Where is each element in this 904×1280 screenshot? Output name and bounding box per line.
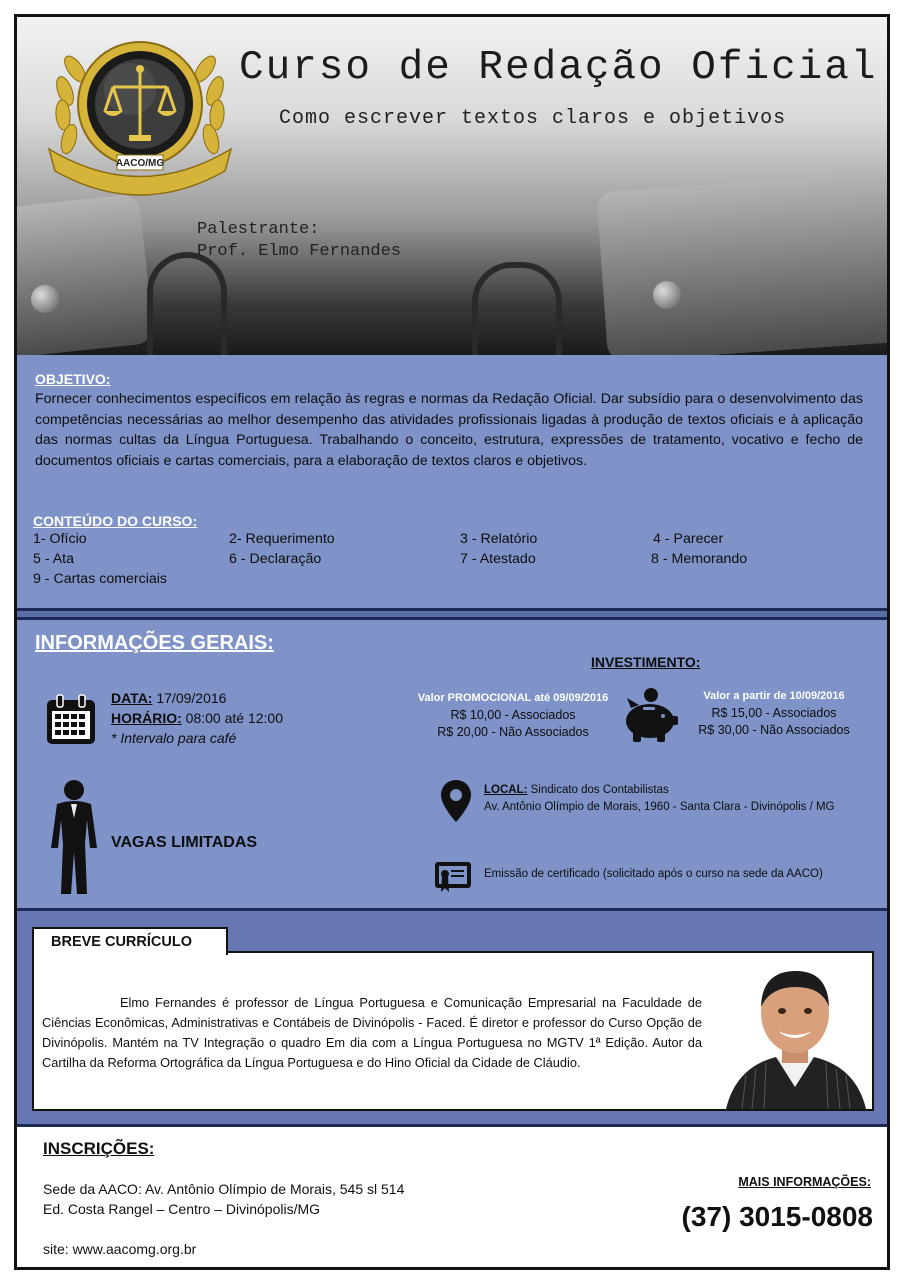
time-value: 08:00 até 12:00 — [181, 710, 283, 726]
logo-text: AACO/MG — [115, 158, 165, 169]
registration-address-1: Sede da AACO: Av. Antônio Olímpio de Morais, 545 sl 514 — [43, 1181, 405, 1197]
flyer — [14, 14, 890, 1270]
typewriter-arm-left — [147, 252, 227, 355]
date-line — [111, 690, 226, 706]
typewriter-bar-right — [596, 172, 887, 355]
objective-text: Fornecer conhecimentos específicos em relação às regras e normas da Redação Oficial. Dar subsídio para o desenvolvimento das competências necessárias ao melhor desempenho das atividades profissionais ligadas à produção de textos oficiais e à aplicação das normas cultas da Língua Portuguesa. Trabalhando o conceito, estrutura, expressões de tratamento, vocativo e fecho de documentos oficiais e cartas comerciais, para a elaboração de textos claros e objetivos. — [35, 391, 863, 469]
course-item: 7 - Atestado — [460, 551, 536, 567]
page-title: Curso de Redação Oficial — [239, 45, 878, 91]
objective-section — [17, 355, 887, 611]
late-price-non-members: R$ 30,00 - Não Associados — [698, 723, 850, 737]
vacancies-label: VAGAS LIMITADAS — [111, 834, 258, 851]
header-banner — [17, 17, 887, 355]
investment-heading: INVESTIMENTO: — [591, 654, 701, 670]
late-price-members: R$ 15,00 - Associados — [711, 706, 837, 720]
curriculum-heading: BREVE CURRÍCULO — [51, 934, 192, 950]
curriculum-text: Elmo Fernandes é professor de Língua Portuguesa e Comunicação Empresarial na Faculdade de Ciências Econômicas, Administrativas e Contábeis de Divinópolis - Faced. É diretor e professor do Curso Opção de Divinópolis. Mantém na TV Integração o quadro Em dia com a Língua Portuguesa no MGTV 1ª Edição. Autor da Cartilha da Reforma Ortográfica da Língua Portuguesa e do Hino Oficial da Cidade de Cláudio. — [42, 995, 702, 1070]
course-item: 9 - Cartas comerciais — [33, 571, 168, 587]
late-price-title: Valor a partir de 10/09/2016 — [703, 690, 845, 702]
promo-price-title: Valor PROMOCIONAL até 09/09/2016 — [417, 692, 609, 704]
speaker-name: Prof. Elmo Fernandes — [197, 242, 402, 261]
typewriter-arm-right — [472, 262, 562, 355]
location-line — [484, 784, 669, 796]
typewriter-bar-left — [17, 194, 154, 355]
course-item: 2- Requerimento — [229, 531, 335, 547]
certificate-text: Emissão de certificado (solicitado após o curso na sede da AACO) — [484, 868, 823, 880]
course-item: 4 - Parecer — [653, 531, 724, 547]
course-item: 6 - Declaração — [229, 551, 322, 567]
break-note: * Intervalo para café — [111, 730, 237, 746]
typewriter-stud — [653, 281, 681, 309]
course-item: 1- Ofício — [33, 531, 87, 547]
promo-price-non-members: R$ 20,00 - Não Associados — [437, 725, 589, 739]
contact-phone[interactable]: (37) 3015-0808 — [681, 1201, 873, 1232]
piggy-bank-icon — [621, 686, 679, 744]
website-link[interactable]: site: www.aacomg.org.br — [43, 1241, 197, 1257]
time-line — [111, 710, 283, 726]
time-label: HORÁRIO: — [111, 710, 182, 726]
aaco-logo — [35, 29, 245, 197]
general-info-section — [17, 617, 887, 911]
curriculum-section — [17, 911, 887, 1127]
more-info-heading: MAIS INFORMAÇÕES: — [738, 1175, 871, 1189]
businessman-icon — [45, 778, 103, 898]
course-item: 8 - Memorando — [651, 551, 748, 567]
location-address: Av. Antônio Olímpio de Morais, 1960 - Santa Clara - Divinópolis / MG — [484, 801, 835, 813]
course-item: 5 - Ata — [33, 551, 75, 567]
objective-heading: OBJETIVO: — [35, 371, 111, 387]
registration-footer — [17, 1127, 887, 1270]
date-label: DATA: — [111, 690, 153, 706]
calendar-icon — [45, 694, 97, 746]
typewriter-stud — [31, 285, 59, 313]
registration-heading: INSCRIÇÕES: — [43, 1139, 155, 1158]
location-value: Sindicato dos Contabilistas — [527, 784, 669, 796]
speaker-label: Palestrante: — [197, 220, 320, 239]
course-item: 3 - Relatório — [460, 531, 538, 547]
general-info-heading: INFORMAÇÕES GERAIS: — [35, 632, 274, 654]
date-value: 17/09/2016 — [152, 690, 227, 706]
content-heading: CONTEÚDO DO CURSO: — [33, 513, 198, 529]
page-subtitle: Como escrever textos claros e objetivos — [279, 107, 787, 130]
location-pin-icon — [439, 778, 473, 824]
curriculum-box — [32, 951, 874, 1111]
location-label: LOCAL: — [484, 784, 528, 796]
speaker-portrait — [716, 957, 874, 1109]
certificate-icon — [433, 860, 473, 894]
promo-price-members: R$ 10,00 - Associados — [450, 708, 576, 722]
registration-address-2: Ed. Costa Rangel – Centro – Divinópolis/MG — [43, 1201, 321, 1217]
